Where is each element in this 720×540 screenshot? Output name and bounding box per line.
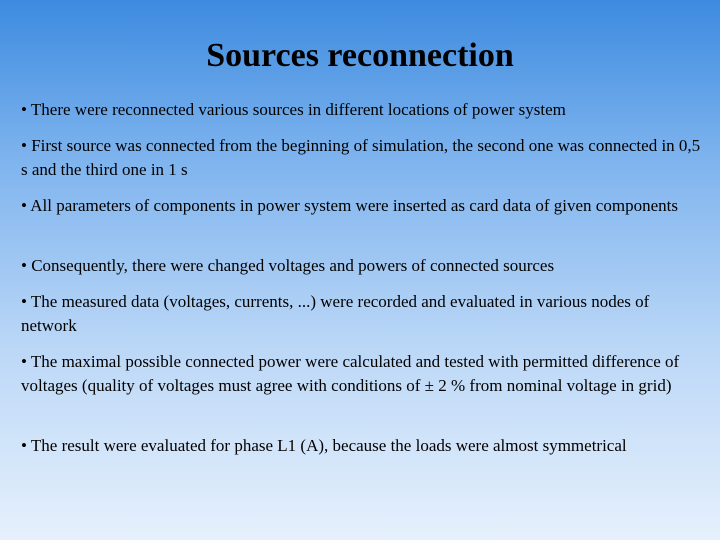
bullet-text: All parameters of components in power system were inserted as card data of given components [30,196,678,215]
bullet-text: Consequently, there were changed voltages and powers of connected sources [31,256,555,275]
bullet-item-4 [21,254,705,278]
slide-title: Sources reconnection [206,37,514,74]
bullet-item-7 [21,434,705,458]
bullet-text: There were reconnected various sources in different locations of power system [30,100,566,119]
bullet-text: First source was connected from the beginning of simulation, the second one was connected in 0,5 s and the third one in 1 s [21,136,701,179]
bullet-text: The maximal possible connected power were calculated and tested with permitted difference of voltages (quality of voltages must agree with conditions of ± 2 % from nominal voltage in grid) [21,352,680,395]
bullet-marker: • [21,292,27,311]
bullet-marker: • [21,256,27,275]
bullet-text: The measured data (voltages, currents, ...) were recorded and evaluated in various nodes of network [21,292,650,335]
bullet-marker: • [21,436,27,455]
bullet-text: The result were evaluated for phase L1 (A), because the loads were almost symmetrical [30,436,627,455]
bullet-item-6 [21,350,705,398]
bullet-marker: • [21,196,27,215]
bullet-marker: • [21,136,27,155]
bullet-item-1 [21,98,705,122]
bullet-item-5 [21,290,705,338]
bullet-item-3 [21,194,705,218]
bullet-item-2 [21,134,705,182]
bullet-marker: • [21,352,27,371]
bullet-marker: • [21,100,27,119]
